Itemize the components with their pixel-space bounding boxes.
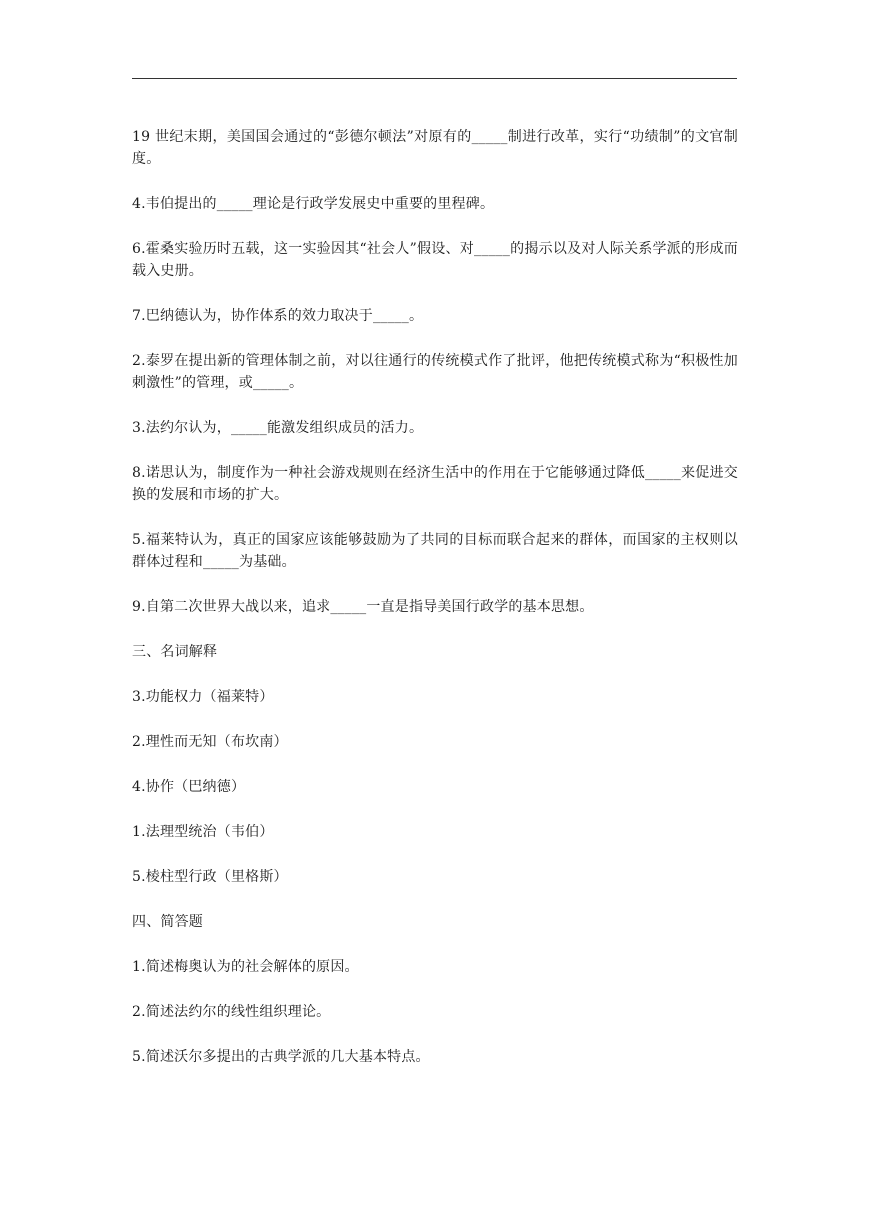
term-question-2: 2.理性而无知（布坎南）: [132, 734, 288, 750]
fill-blank-question-8: 8.诺思认为，制度作为一种社会游戏规则在经济生活中的作用在于它能够通过降低_____来促进交换的发展和市场的扩大。: [132, 465, 738, 503]
section-heading-short-answer: 四、简答题: [132, 914, 203, 930]
term-question-5: 5.棱柱型行政（里格斯）: [132, 869, 288, 885]
term-question-4: 4.协作（巴纳德）: [132, 779, 246, 795]
short-answer-question-1: 1.简述梅奥认为的社会解体的原因。: [132, 959, 359, 975]
fill-blank-question-pendleton-act: 19 世纪末期，美国国会通过的“彭德尔顿法”对原有的_____制进行改革，实行“功绩制”的文官制度。: [132, 129, 738, 167]
section-heading-term-definitions: 三、名词解释: [132, 644, 218, 660]
fill-blank-question-6: 6.霍桑实验历时五载，这一实验因其“社会人”假设、对_____的揭示以及对人际关系学派的形成而载入史册。: [132, 241, 738, 279]
fill-blank-question-4: 4.韦伯提出的_____理论是行政学发展史中重要的里程碑。: [132, 196, 495, 212]
fill-blank-question-2: 2.泰罗在提出新的管理体制之前，对以往通行的传统模式作了批评，他把传统模式称为“积极性加刺激性”的管理，或_____。: [132, 353, 738, 391]
fill-blank-question-7: 7.巴纳德认为，协作体系的效力取决于_____。: [132, 308, 424, 324]
term-question-3: 3.功能权力（福莱特）: [132, 689, 274, 705]
fill-blank-question-5: 5.福莱特认为，真正的国家应该能够鼓励为了共同的目标而联合起来的群体，而国家的主权则以群体过程和_____为基础。: [132, 532, 738, 570]
fill-blank-question-9: 9.自第二次世界大战以来，追求_____一直是指导美国行政学的基本思想。: [132, 599, 594, 615]
short-answer-question-5: 5.简述沃尔多提出的古典学派的几大基本特点。: [132, 1049, 430, 1065]
short-answer-question-2: 2.简述法约尔的线性组织理论。: [132, 1004, 331, 1020]
term-question-1: 1.法理型统治（韦伯）: [132, 824, 274, 840]
document-body: [132, 126, 738, 1091]
header-rule: [132, 78, 737, 79]
fill-blank-question-3: 3.法约尔认为，_____能激发组织成员的活力。: [132, 420, 424, 436]
